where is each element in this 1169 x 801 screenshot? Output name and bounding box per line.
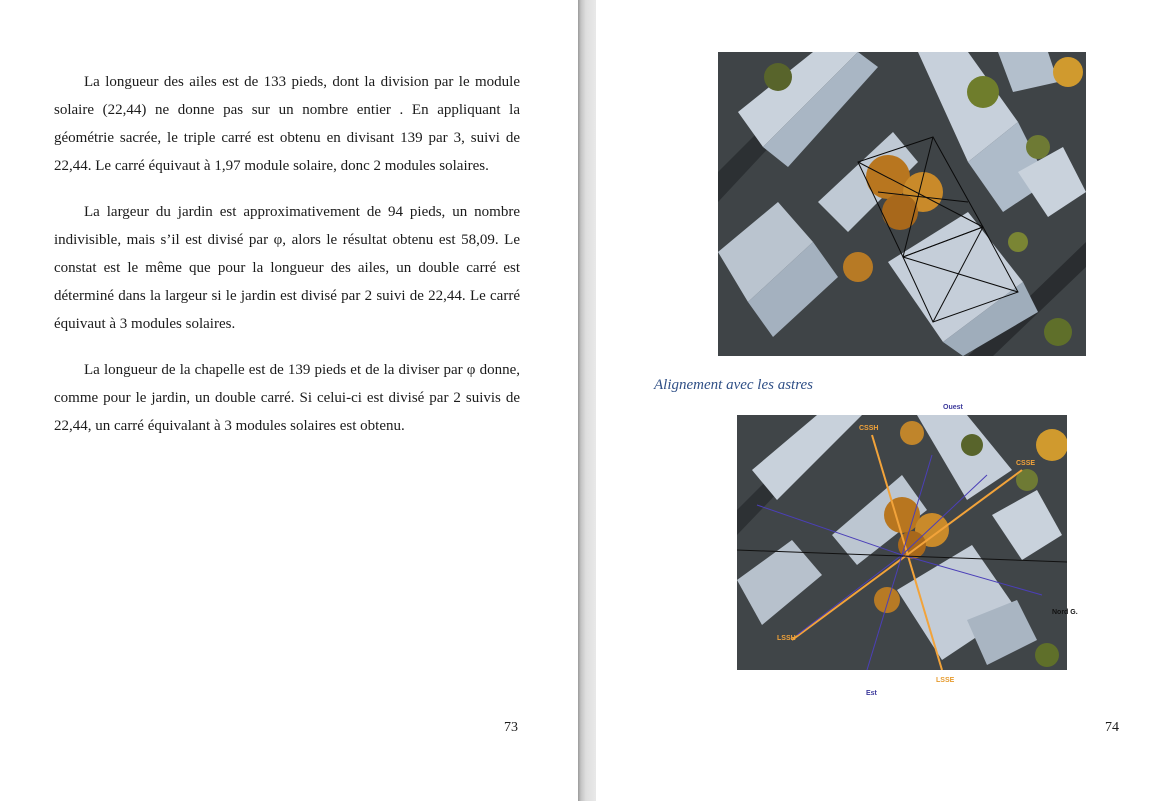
label-cssh: CSSH — [859, 425, 879, 432]
label-nord: Nord G. — [1052, 609, 1078, 616]
label-est: Est — [866, 690, 877, 697]
aerial-photo-geometry — [718, 52, 1086, 356]
page-number-right: 74 — [1105, 720, 1119, 735]
label-lssh: LSSH — [777, 635, 796, 642]
paragraph-chapel-length: La longueur de la chapelle est de 139 pieds et de la diviser par φ donne, comme pour le jardin, un double carré. Si celui-ci est divisé par 2 suivis de 22,44, un carré équivalant à 3 modules solaires est obtenu. — [54, 362, 520, 434]
paragraph-wings-length: La longueur des ailes est de 133 pieds, dont la division par le module solaire (22,44) ne donne pas sur un nombre entier . En appliquant la géométrie sacrée, le triple carré est obtenu en divisant 139 par 3, suivi de 22,44. Le carré équivaut à 1,97 module solaire, donc 2 modules solaires. — [54, 74, 520, 174]
figure-caption: Alignement avec les astres — [654, 377, 813, 393]
paragraph-garden-width: La largeur du jardin est approximativement de 94 pieds, un nombre indivisible, mais s’il est divisé par φ, alors le résultat obtenu est 58,09. Le constat est le même que pour la longueur des ailes, un double carré est déterminé dans la largeur si le jardin est divisé par 2 suivi de 22,44. Le carré équivaut à 3 modules solaires. — [54, 204, 520, 332]
label-ouest: Ouest — [943, 404, 963, 411]
label-csse: CSSE — [1016, 460, 1036, 467]
book-gutter — [578, 0, 596, 801]
aerial-photo-alignment — [737, 415, 1067, 670]
left-page — [0, 0, 578, 801]
right-page — [596, 0, 1169, 801]
left-page-text — [54, 68, 520, 458]
page-number-left: 73 — [504, 720, 518, 735]
label-lsse: LSSE — [936, 677, 955, 684]
